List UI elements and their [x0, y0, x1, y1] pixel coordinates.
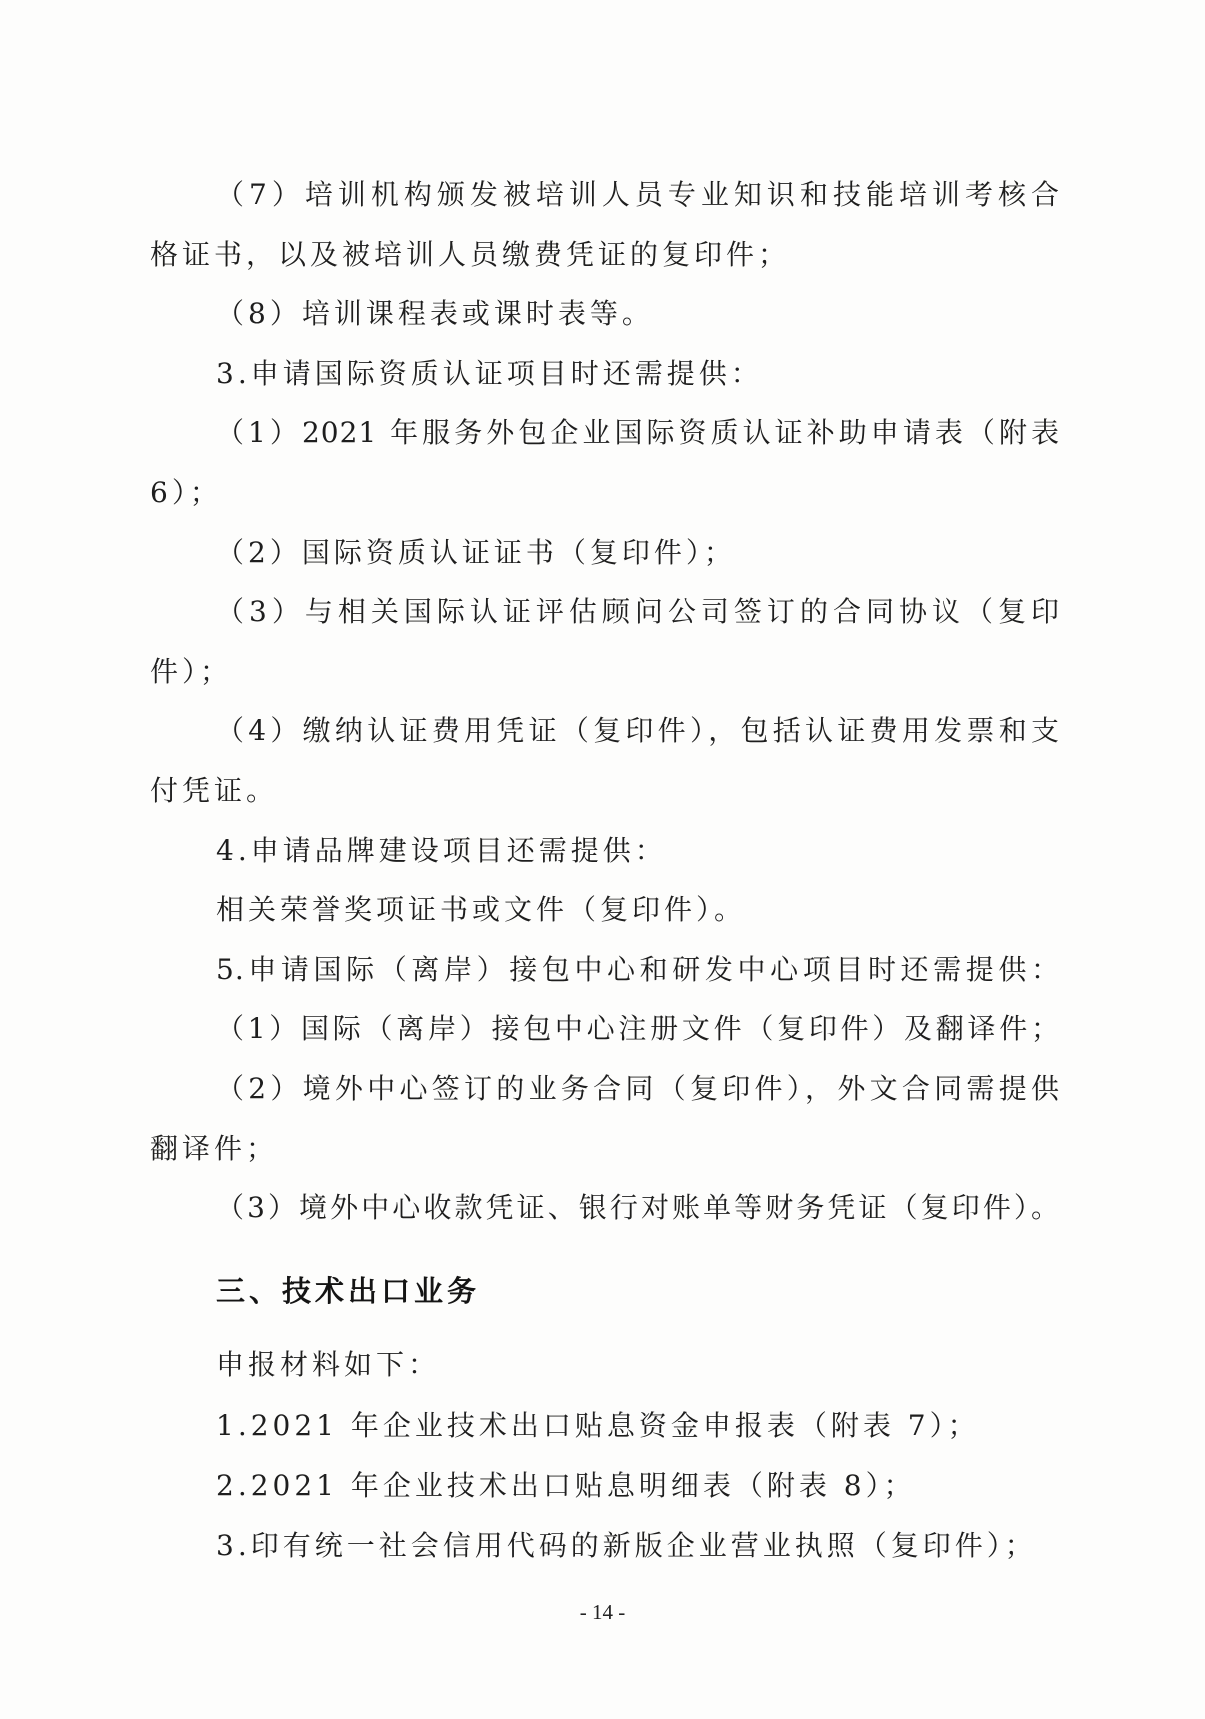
req-3-item-4-line-2: 付凭证。 — [150, 774, 279, 807]
item-7-line-2: 格证书，以及被培训人员缴费凭证的复印件； — [150, 238, 791, 271]
req-3-item-2-line-1: （2）国际资质认证证书（复印件）； — [216, 536, 736, 569]
req-3-item-4-line-1: （4）缴纳认证费用凭证（复印件），包括认证费用发票和支 — [216, 714, 1060, 747]
req-3-item-3-line-2: 件）； — [150, 655, 233, 688]
requirement-5-heading: 5.申请国际（离岸）接包中心和研发中心项目时还需提供： — [216, 953, 1060, 986]
req-3-item-1-line-2: 6）； — [150, 476, 222, 509]
req-5-item-3-line-1: （3）境外中心收款凭证、银行对账单等财务凭证（复印件）。 — [216, 1191, 1060, 1224]
req-5-item-1-line-1: （1）国际（离岸）接包中心注册文件（复印件）及翻译件； — [216, 1012, 1060, 1045]
section-3-item-2: 2.2021 年企业技术出口贴息明细表（附表 8）； — [216, 1469, 916, 1502]
section-3-item-1: 1.2021 年企业技术出口贴息资金申报表（附表 7）； — [216, 1409, 980, 1442]
item-7-line-1: （7）培训机构颁发被培训人员专业知识和技能培训考核合 — [216, 178, 1060, 211]
section-3-item-3: 3.印有统一社会信用代码的新版企业营业执照（复印件）； — [216, 1529, 1037, 1562]
req-5-item-2-line-1: （2）境外中心签订的业务合同（复印件），外文合同需提供 — [216, 1072, 1060, 1105]
requirement-4-heading: 4.申请品牌建设项目还需提供： — [216, 834, 667, 867]
item-8-line-1: （8）培训课程表或课时表等。 — [216, 297, 654, 330]
section-intro: 申报材料如下： — [216, 1348, 441, 1381]
page-number: - 14 - — [579, 1600, 626, 1624]
req-4-item-1-line-1: 相关荣誉奖项证书或文件（复印件）。 — [216, 893, 747, 926]
requirement-3-heading: 3.申请国际资质认证项目时还需提供： — [216, 357, 763, 390]
section-title: 三、技术出口业务 — [216, 1274, 481, 1308]
req-5-item-2-line-2: 翻译件； — [150, 1132, 279, 1165]
req-3-item-1-line-1: （1）2021 年服务外包企业国际资质认证补助申请表（附表 — [216, 416, 1060, 449]
req-3-item-3-line-1: （3）与相关国际认证评估顾问公司签订的合同协议（复印 — [216, 595, 1060, 628]
